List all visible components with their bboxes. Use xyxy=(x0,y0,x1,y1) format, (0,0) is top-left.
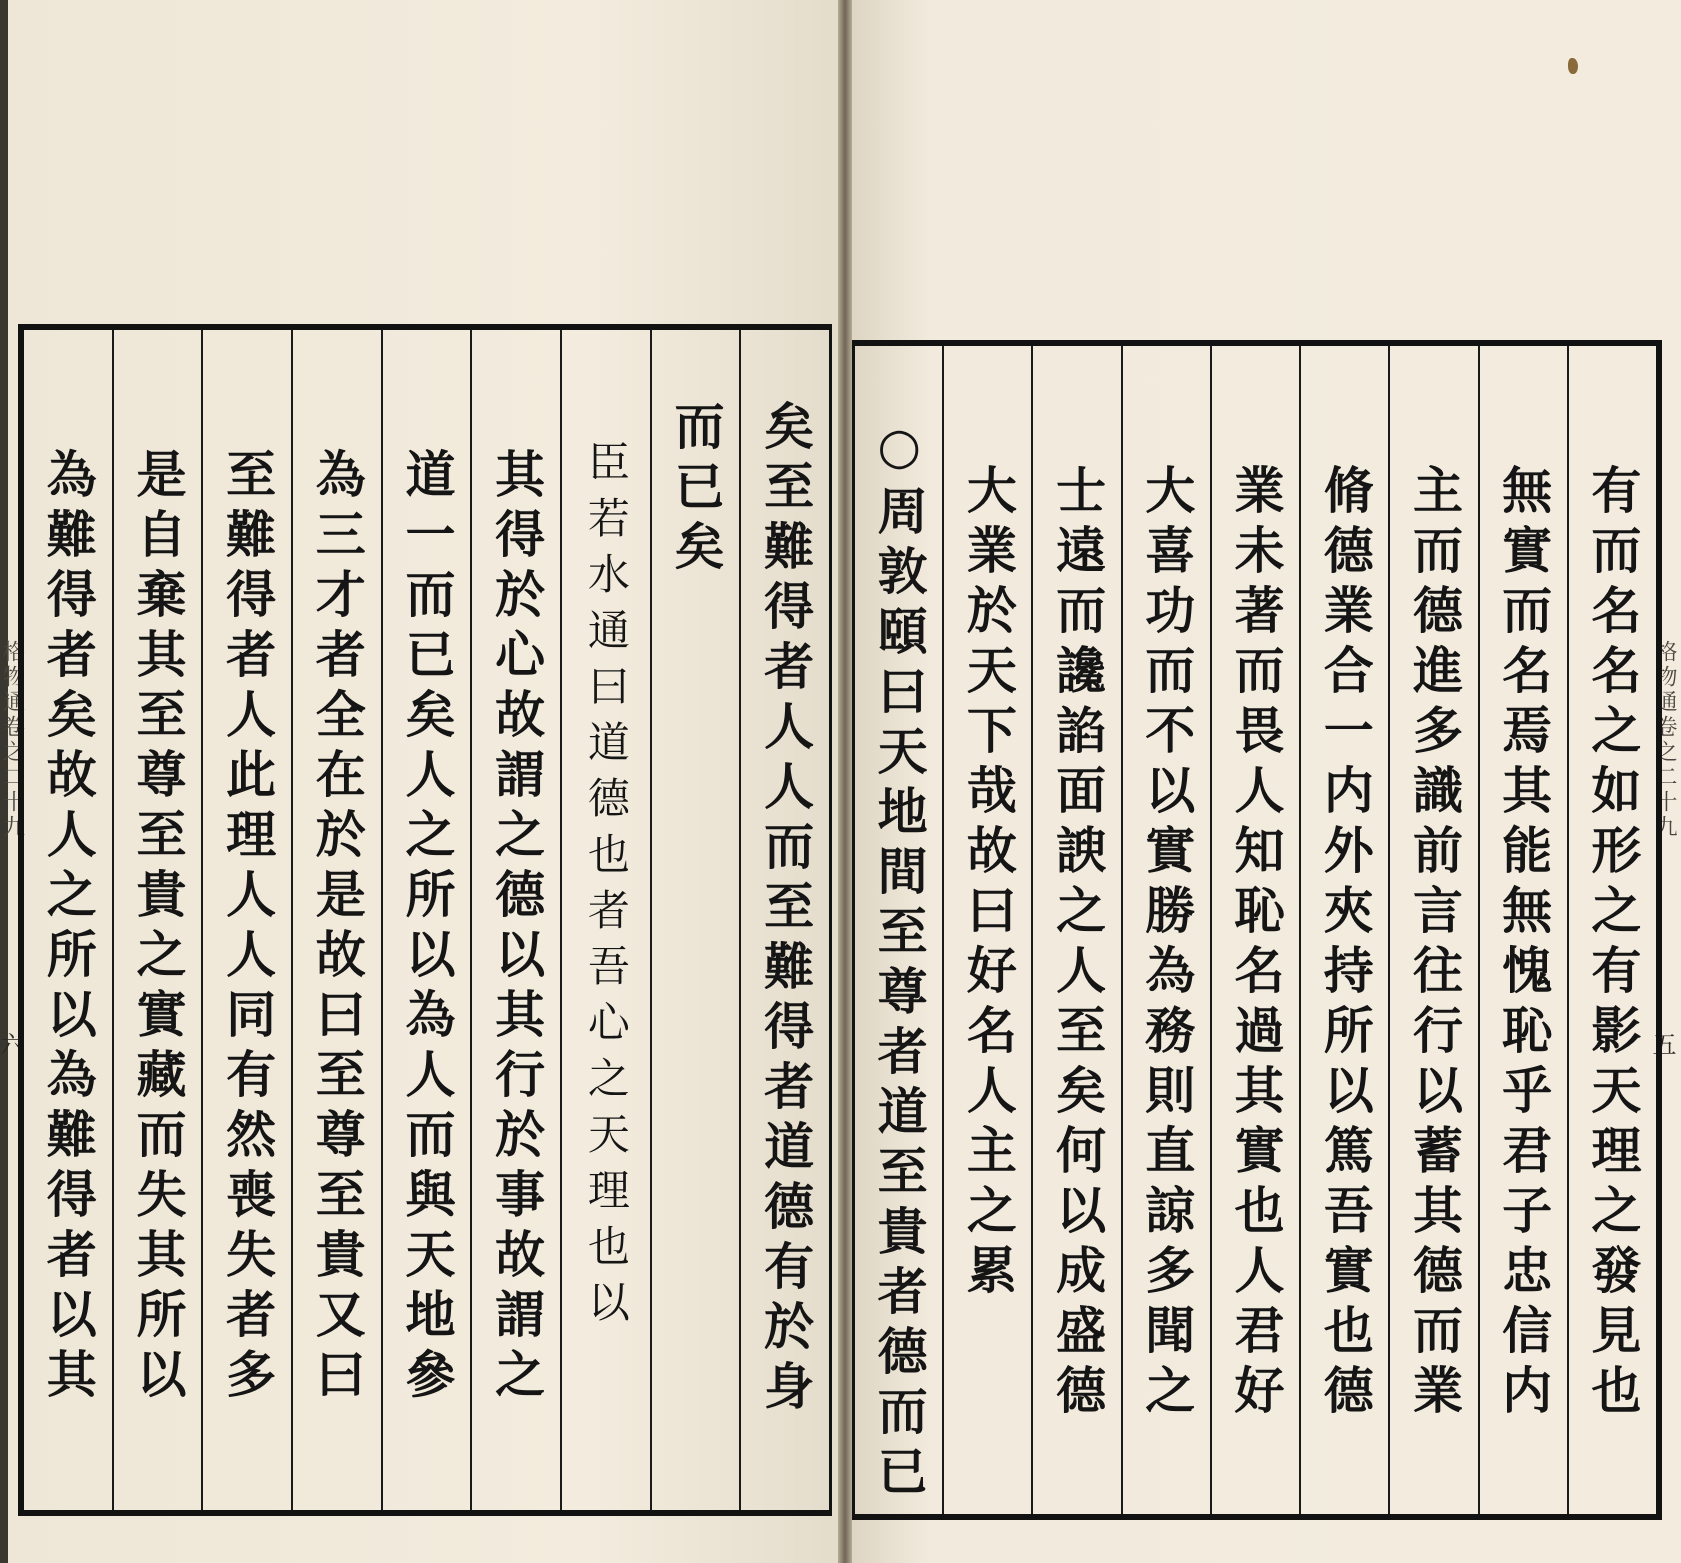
text-column xyxy=(560,330,650,1510)
column-text: 大業於天下哉故曰好名人主之累 xyxy=(958,464,1018,1304)
paper-stain xyxy=(1568,58,1578,74)
column-text: 為難得者矣故人之所以為難得者以其 xyxy=(38,448,98,1408)
column-text: 而已矣 xyxy=(666,400,726,580)
column-text: 至難得者人此理人人同有然喪失者多 xyxy=(218,448,278,1408)
text-column xyxy=(381,330,471,1510)
column-text: 業未著而畏人知恥名過其實也人君好 xyxy=(1226,464,1286,1424)
text-column xyxy=(1121,346,1210,1514)
column-text: 道一而已矣人之所以為人而與天地參 xyxy=(397,448,457,1408)
column-text: 士遠而讒諂面諛之人至矣何以成盛德 xyxy=(1048,464,1108,1424)
column-text: ○周敦頤曰天地間至尊者道至貴者德而已 xyxy=(869,416,929,1505)
column-text: 臣若水通曰道德也者吾心之天理也以 xyxy=(581,440,631,1336)
text-column xyxy=(1299,346,1388,1514)
text-column xyxy=(112,330,202,1510)
left-text-frame xyxy=(18,324,832,1516)
column-text: 有而名名之如形之有影天理之發見也 xyxy=(1583,464,1643,1424)
text-column xyxy=(470,330,560,1510)
column-text: 無實而名焉其能無愧恥乎君子忠信内 xyxy=(1494,464,1554,1424)
text-column xyxy=(1388,346,1477,1514)
text-column xyxy=(291,330,381,1510)
column-text: 大喜功而不以實勝為務則直諒多聞之 xyxy=(1137,464,1197,1424)
left-folio-number: 六 xyxy=(0,1031,24,1059)
text-column xyxy=(855,346,942,1514)
text-column xyxy=(739,330,829,1510)
text-column xyxy=(650,330,740,1510)
book-gutter xyxy=(838,0,852,1563)
left-margin-title: 格物通卷之二十九 xyxy=(0,640,25,840)
column-text: 為三才者全在於是故曰至尊至貴又曰 xyxy=(307,448,367,1408)
column-text: 脩德業合一内外夾持所以篤吾實也德 xyxy=(1315,464,1375,1424)
text-column xyxy=(24,330,112,1510)
text-column xyxy=(1031,346,1120,1514)
column-text: 矣至難得者人人而至難得者道德有於身 xyxy=(756,400,816,1420)
text-column xyxy=(1478,346,1567,1514)
text-column xyxy=(201,330,291,1510)
right-margin-title: 格物通卷之二十九 xyxy=(1652,640,1677,840)
right-text-frame xyxy=(852,340,1662,1520)
column-text: 是自棄其至尊至貴之實藏而失其所以 xyxy=(128,448,188,1408)
text-column xyxy=(1210,346,1299,1514)
column-text: 其得於心故謂之德以其行於事故謂之 xyxy=(487,448,547,1408)
column-text: 主而德進多識前言往行以蓄其德而業 xyxy=(1404,464,1464,1424)
right-folio-number: 五 xyxy=(1652,1031,1677,1059)
text-column xyxy=(942,346,1031,1514)
text-column xyxy=(1567,346,1656,1514)
